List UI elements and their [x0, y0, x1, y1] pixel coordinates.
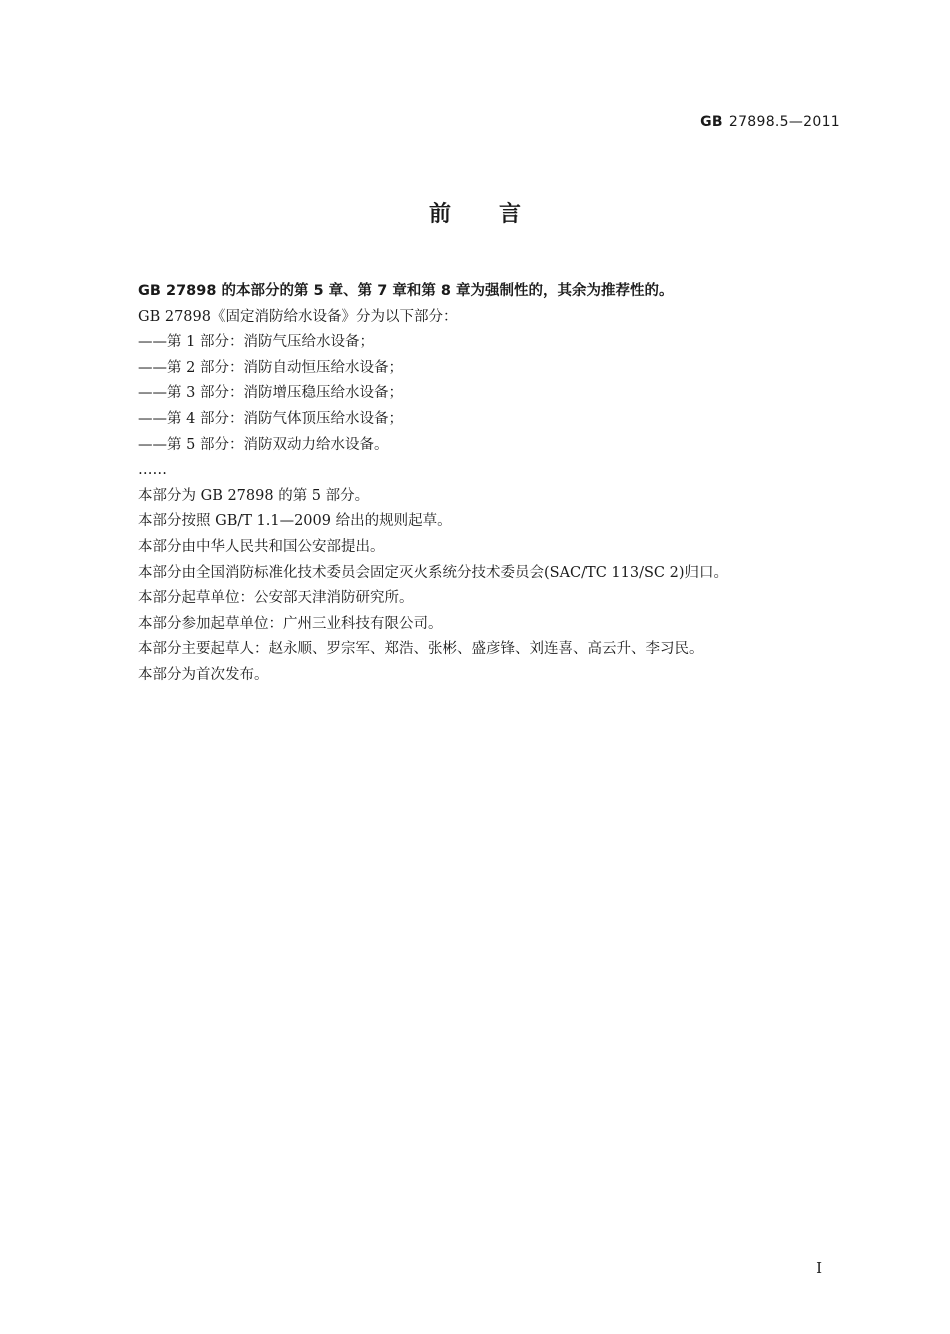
- paragraph: 本部分主要起草人：赵永顺、罗宗军、郑浩、张彬、盛彦锋、刘连喜、高云升、李习民。: [138, 641, 704, 658]
- mandatory-clause-statement: GB 27898 的本部分的第 5 章、第 7 章和第 8 章为强制性的，其余为推荐性的。: [138, 283, 674, 299]
- standard-code-header: [700, 114, 840, 130]
- paragraph: 本部分为首次发布。: [138, 666, 269, 683]
- paragraph: 本部分由全国消防标准化技术委员会固定灭火系统分技术委员会(SAC/TC 113/SC 2)归口。: [138, 564, 728, 581]
- ellipsis: ……: [138, 462, 167, 479]
- part-list-item: ——第 2 部分：消防自动恒压给水设备；: [138, 359, 403, 376]
- foreword-body: [138, 279, 838, 689]
- part-list-item: ——第 3 部分：消防增压稳压给水设备；: [138, 385, 403, 402]
- standard-code-number: 27898.5—2011: [728, 114, 840, 130]
- part-list-item: ——第 5 部分：消防双动力给水设备。: [138, 436, 389, 453]
- parts-intro: GB 27898《固定消防给水设备》分为以下部分：: [138, 308, 458, 325]
- paragraph: 本部分由中华人民共和国公安部提出。: [138, 538, 385, 555]
- paragraph: 本部分为 GB 27898 的第 5 部分。: [138, 487, 370, 504]
- paragraph: 本部分起草单位：公安部天津消防研究所。: [138, 590, 414, 607]
- part-list-item: ——第 4 部分：消防气体顶压给水设备；: [138, 410, 403, 427]
- page-number: I: [816, 1259, 822, 1277]
- standard-code-prefix: GB: [700, 114, 723, 130]
- paragraph: 本部分按照 GB/T 1.1—2009 给出的规则起草。: [138, 513, 452, 530]
- paragraph: 本部分参加起草单位：广州三业科技有限公司。: [138, 615, 443, 632]
- part-list-item: ——第 1 部分：消防气压给水设备；: [138, 334, 374, 351]
- page-title: 前言: [428, 202, 569, 227]
